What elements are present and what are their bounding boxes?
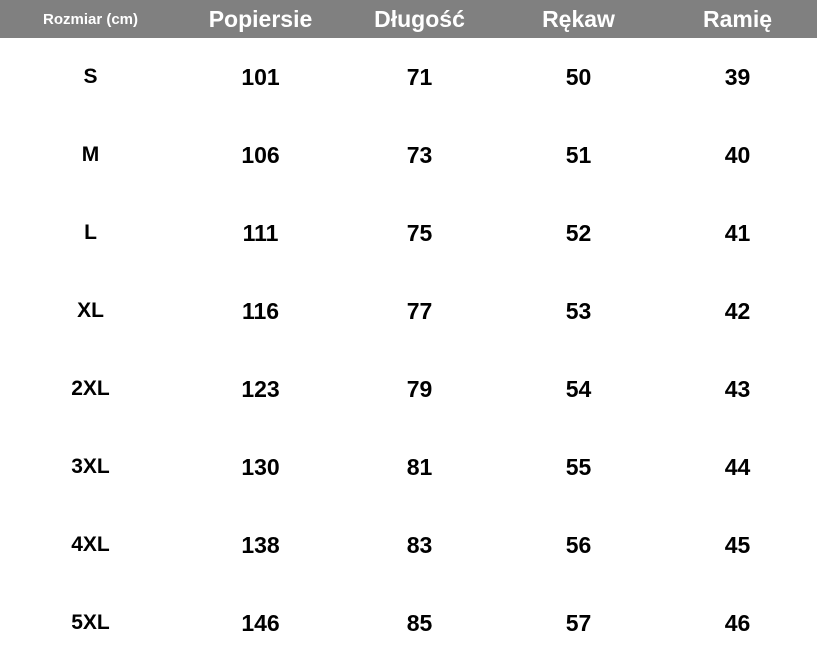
cell-shoulder: 46 — [724, 609, 751, 636]
cell-bust: 101 — [241, 63, 280, 90]
table-row — [0, 584, 817, 662]
cell-bust: 130 — [241, 453, 280, 480]
table-row — [0, 272, 817, 350]
table-row — [0, 428, 817, 506]
cell-shoulder: 42 — [724, 297, 751, 324]
cell-shoulder: 41 — [724, 219, 751, 246]
cell-bust: 138 — [241, 531, 280, 558]
cell-length: 83 — [406, 531, 433, 558]
cell-sleeve: 54 — [565, 375, 592, 402]
cell-shoulder: 43 — [724, 375, 751, 402]
cell-size: 4XL — [71, 533, 110, 556]
cell-size: 5XL — [71, 611, 110, 634]
cell-sleeve: 51 — [565, 141, 592, 168]
table-header — [0, 0, 817, 38]
table-header-row — [0, 0, 817, 38]
table-body — [0, 38, 817, 662]
cell-sleeve: 56 — [565, 531, 592, 558]
cell-length: 85 — [406, 609, 433, 636]
table-row — [0, 116, 817, 194]
cell-length: 77 — [406, 297, 433, 324]
table-row — [0, 194, 817, 272]
cell-sleeve: 52 — [565, 219, 592, 246]
cell-bust: 146 — [241, 609, 280, 636]
cell-size: L — [84, 221, 97, 244]
cell-size: 2XL — [71, 377, 110, 400]
table-row — [0, 350, 817, 428]
cell-shoulder: 45 — [724, 531, 751, 558]
cell-bust: 106 — [241, 141, 280, 168]
cell-shoulder: 39 — [724, 63, 751, 90]
cell-sleeve: 53 — [565, 297, 592, 324]
column-header-size: Rozmiar (cm) — [42, 10, 139, 28]
table-row — [0, 38, 817, 116]
cell-length: 75 — [406, 219, 433, 246]
cell-shoulder: 40 — [724, 141, 751, 168]
cell-bust: 111 — [242, 219, 279, 246]
table-row — [0, 506, 817, 584]
cell-length: 79 — [406, 375, 433, 402]
cell-sleeve: 57 — [565, 609, 592, 636]
cell-bust: 116 — [241, 297, 280, 324]
column-header-bust: Popiersie — [208, 5, 313, 32]
cell-size: 3XL — [71, 455, 110, 478]
cell-sleeve: 55 — [565, 453, 592, 480]
cell-length: 73 — [406, 141, 433, 168]
cell-length: 71 — [406, 63, 433, 90]
cell-size: XL — [77, 299, 104, 322]
cell-shoulder: 44 — [724, 453, 751, 480]
cell-length: 81 — [406, 453, 433, 480]
cell-size: M — [81, 143, 100, 166]
column-header-sleeve: Rękaw — [542, 5, 615, 32]
column-header-shoulder: Ramię — [702, 5, 773, 32]
cell-sleeve: 50 — [565, 63, 592, 90]
cell-bust: 123 — [241, 375, 280, 402]
column-header-length: Długość — [374, 5, 465, 32]
cell-size: S — [83, 65, 98, 88]
